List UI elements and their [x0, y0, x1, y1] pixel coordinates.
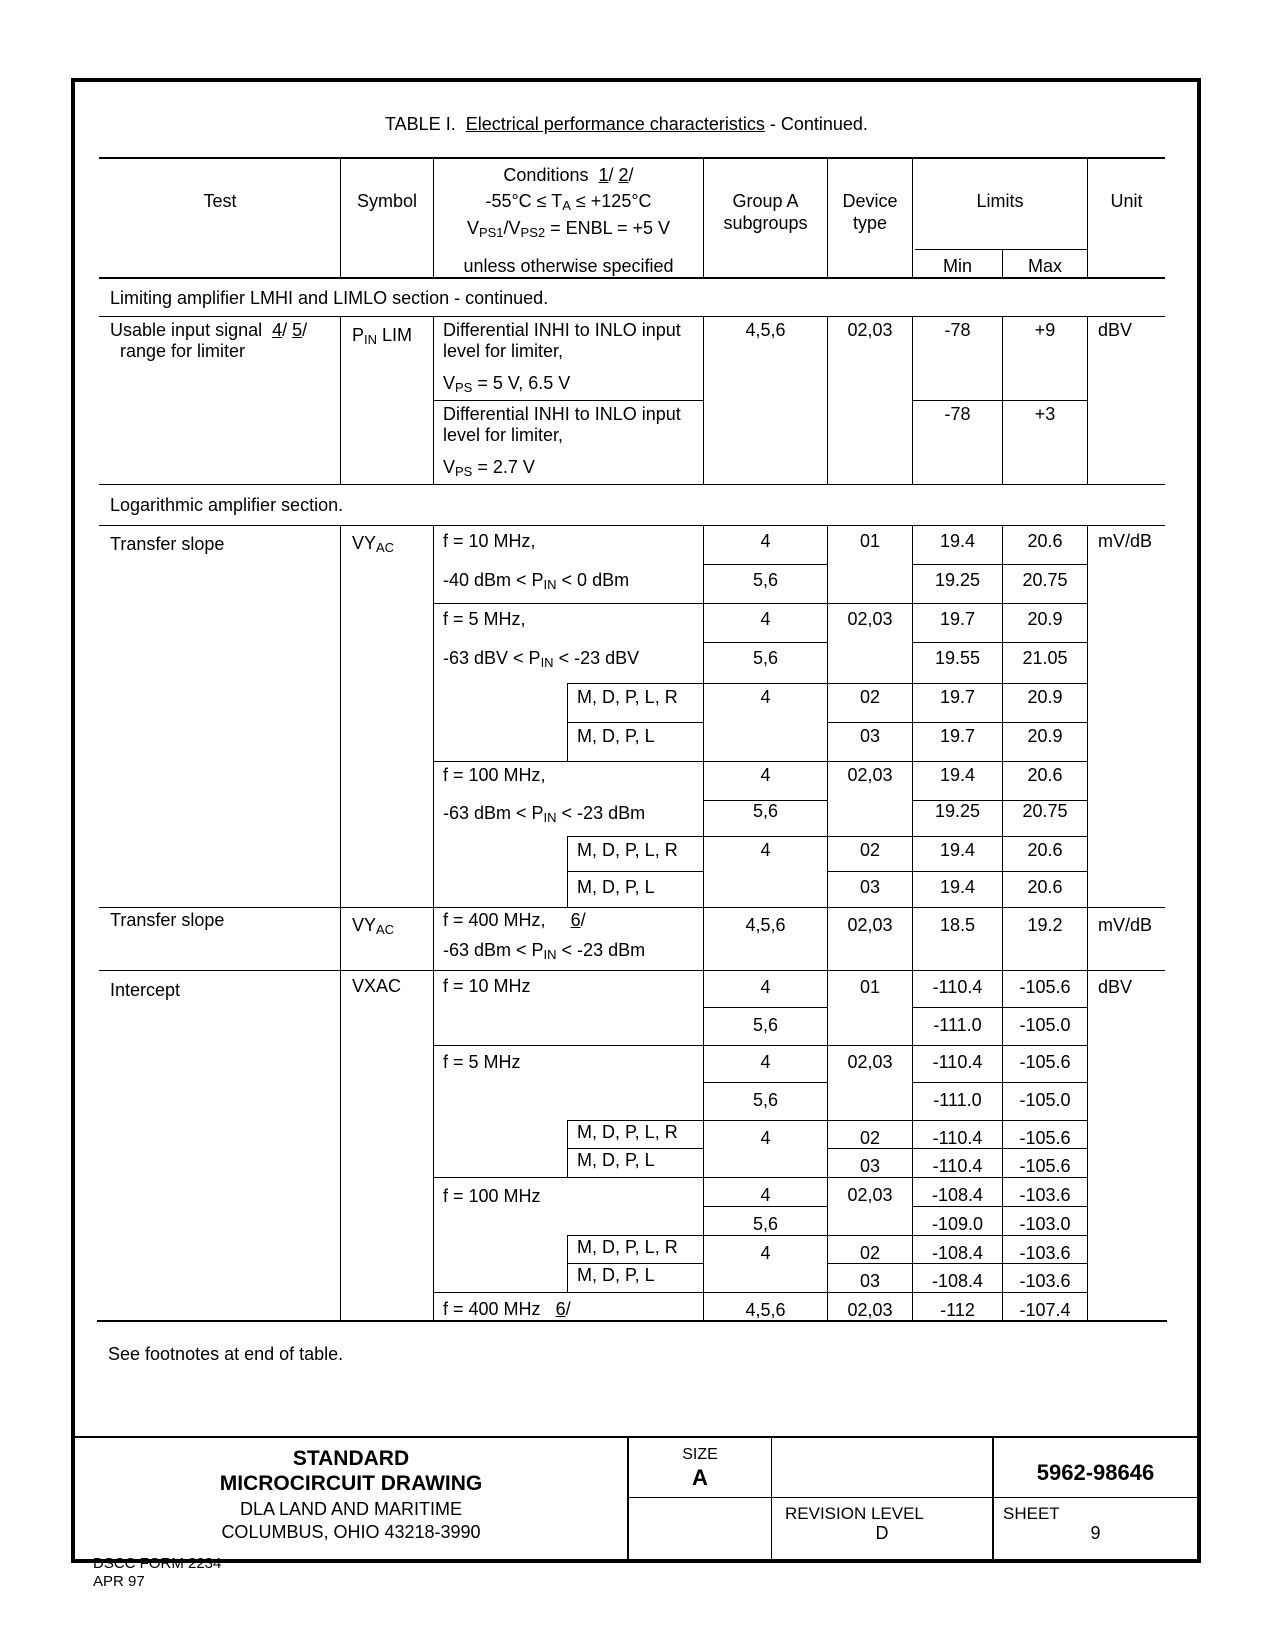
slope-min: 19.4 — [939, 877, 976, 897]
slope2-symbol: $VY_{AC}$ — [352, 915, 395, 937]
slope-max: 20.9 — [1027, 726, 1063, 746]
rule — [433, 1177, 1088, 1178]
slope-min: 19.7 — [939, 609, 976, 629]
col-div — [1087, 526, 1088, 908]
intercept-sg: 4 — [760, 977, 771, 997]
intercept-min: -108.4 — [931, 1243, 984, 1263]
usable-cond1-l1: Differential INHI to INLO input — [443, 320, 681, 340]
rule — [912, 1206, 1088, 1207]
slope-symbol: $VY_{AC}$ — [352, 533, 395, 555]
slope-dev: 02,03 — [847, 609, 893, 629]
intercept-dev: 02,03 — [847, 1052, 893, 1072]
rule — [567, 1120, 1088, 1121]
col-div — [433, 908, 434, 970]
slope-sg: 5,6 — [752, 648, 779, 668]
intercept-min: -110.4 — [932, 977, 983, 997]
slope-r100: -63 dBm < $P_{IN} < -23$ dBm — [443, 803, 646, 825]
intercept-max: -103.6 — [1019, 1185, 1071, 1205]
usable-vps1: $V_{PS} = 5$ V, 6.5 V — [443, 373, 571, 395]
usable-cond2-l2: level for limiter, — [443, 425, 564, 445]
intercept-mdplr-1: M, D, P, L, R — [577, 1122, 678, 1142]
intercept-sg: 4,5,6 — [745, 1300, 786, 1320]
intercept-mdpl-1: M, D, P, L — [577, 1150, 655, 1170]
intercept-min: -110.4 — [932, 1052, 983, 1072]
intercept-max: -107.4 — [1019, 1300, 1071, 1320]
intercept-min: -111.0 — [933, 1090, 982, 1110]
rule — [567, 683, 1088, 684]
intercept-max: -105.0 — [1019, 1015, 1071, 1035]
rule — [433, 1292, 1088, 1293]
rule — [99, 484, 1165, 485]
usable-device: 02,03 — [847, 320, 893, 340]
slope-mdplr-1: M, D, P, L, R — [577, 687, 678, 707]
intercept-dev: 03 — [859, 1156, 881, 1176]
intercept-sg: 5,6 — [752, 1015, 779, 1035]
slope-dev: 02,03 — [847, 765, 893, 785]
intercept-dev: 02 — [859, 1243, 881, 1263]
footer-dla: DLA LAND AND MARITIME — [239, 1499, 463, 1519]
intercept-f100: f = 100 MHz — [443, 1186, 541, 1206]
intercept-min: -109.0 — [931, 1214, 984, 1234]
rule — [912, 642, 1088, 643]
header-limits: Limits — [976, 191, 1024, 211]
rule — [567, 1263, 703, 1264]
slope-sg: 4 — [760, 840, 771, 860]
col-div — [340, 526, 341, 908]
hdr-div-1 — [340, 158, 341, 278]
usable-min2: -78 — [944, 404, 971, 424]
hdr-div-7 — [1087, 158, 1088, 278]
slope-sg: 5,6 — [752, 570, 779, 590]
intercept-max: -105.6 — [1019, 977, 1071, 997]
intercept-mdpl-2: M, D, P, L — [577, 1265, 655, 1285]
header-bottom-rule — [99, 277, 1165, 279]
intercept-max: -105.6 — [1019, 1156, 1071, 1176]
intercept-f5: f = 5 MHz — [443, 1052, 521, 1072]
rule — [567, 722, 703, 723]
rule — [99, 907, 1165, 908]
limits-rule — [915, 249, 1087, 250]
usable-test: Usable input signal 4/ 5/ — [110, 320, 308, 340]
slope2-unit: mV/dB — [1098, 915, 1153, 935]
usable-max2: +3 — [1034, 404, 1056, 424]
rule — [567, 871, 703, 872]
rule — [827, 722, 1088, 723]
intercept-dev: 02,03 — [847, 1300, 893, 1320]
slope-min: 19.7 — [939, 726, 976, 746]
slope-min: 19.25 — [934, 570, 981, 590]
slope2-dev: 02,03 — [847, 915, 893, 935]
footer-sheet-value: 9 — [1090, 1523, 1101, 1543]
slope-test: Transfer slope — [110, 534, 225, 554]
rule — [912, 400, 1088, 401]
intercept-unit: dBV — [1098, 977, 1133, 997]
intercept-min: -110.4 — [932, 1128, 983, 1148]
intercept-dev: 03 — [859, 1271, 881, 1291]
usable-unit: dBV — [1098, 320, 1133, 340]
header-unless: unless otherwise specified — [463, 256, 674, 276]
rule — [567, 836, 1088, 837]
slope2-range: -63 dBm < $P_{IN} < -23$ dBm — [443, 940, 646, 962]
section-limiting: Limiting amplifier LMHI and LIMLO section - continued. — [110, 288, 549, 308]
rule — [703, 564, 827, 565]
footer-size-label: SIZE — [682, 1446, 718, 1463]
slope-min: 19.55 — [934, 648, 981, 668]
col-div — [340, 908, 341, 970]
slope-sg: 4 — [760, 531, 771, 551]
rule — [433, 1045, 1088, 1046]
slope2-max: 19.2 — [1027, 915, 1063, 935]
intercept-f400: f = 400 MHz 6/ — [443, 1299, 571, 1319]
slope-mdpl-2: M, D, P, L — [577, 877, 655, 897]
header-subgroups: subgroups — [723, 213, 808, 233]
rule — [567, 1148, 703, 1149]
intercept-sg: 5,6 — [752, 1214, 779, 1234]
slope-dev: 02 — [859, 840, 881, 860]
header-group-a: Group A — [732, 191, 799, 211]
rule — [433, 761, 1088, 762]
rule — [703, 1082, 827, 1083]
usable-subgroups: 4,5,6 — [745, 320, 786, 340]
slope-dev: 02 — [859, 687, 881, 707]
header-top-rule — [99, 157, 1165, 159]
slope-min: 19.4 — [939, 531, 976, 551]
intercept-sg: 4 — [760, 1052, 771, 1072]
slope-sg: 4 — [760, 687, 771, 707]
usable-vps2: $V_{PS} = 2.7$ V — [443, 457, 535, 479]
header-conditions: Conditions 1/ 2/ — [503, 165, 634, 185]
header-vps: $V_{PS1}/V_{PS2}$ = ENBL = +5 V — [466, 218, 671, 240]
rule — [433, 400, 704, 401]
slope-max: 20.9 — [1027, 609, 1063, 629]
slope2-min: 18.5 — [939, 915, 976, 935]
rule — [99, 525, 1165, 526]
intercept-f10: f = 10 MHz — [443, 976, 531, 996]
intercept-symbol: VXAC — [352, 976, 402, 996]
col-div — [1087, 908, 1088, 970]
footer-mcd: MICROCIRCUIT DRAWING — [219, 1472, 483, 1495]
header-test: Test — [203, 191, 237, 211]
slope-max: 20.6 — [1027, 877, 1063, 897]
intercept-min: -110.4 — [932, 1156, 983, 1176]
header-symbol: Symbol — [356, 191, 418, 211]
col-div — [1087, 971, 1088, 1320]
footer-rule — [75, 1436, 1197, 1438]
slope2-sg: 4,5,6 — [745, 915, 786, 935]
rule — [827, 871, 1088, 872]
usable-symbol: $P_{IN}$ LIM — [352, 325, 413, 347]
footer-doc-number: 5962-98646 — [1036, 1460, 1155, 1485]
intercept-dev: 01 — [859, 977, 881, 997]
header-temp: $-55^\circ C \le T_A \le +125^\circ C$ — [485, 191, 652, 213]
footer-size-value: A — [692, 1465, 708, 1490]
intercept-dev: 02,03 — [847, 1185, 893, 1205]
intercept-sg: 4 — [760, 1185, 771, 1205]
slope-max: 21.05 — [1022, 648, 1068, 668]
intercept-test: Intercept — [110, 980, 181, 1000]
col-div — [567, 836, 568, 908]
col-div — [340, 317, 341, 484]
intercept-max: -105.6 — [1019, 1052, 1071, 1072]
intercept-max: -103.0 — [1019, 1214, 1071, 1234]
slope-dev: 01 — [859, 531, 881, 551]
slope-unit: mV/dB — [1098, 531, 1153, 551]
header-device: Device — [842, 191, 898, 211]
slope-min: 19.7 — [939, 687, 976, 707]
slope2-f400: f = 400 MHz, 6/ — [443, 910, 586, 930]
slope-max: 20.6 — [1027, 840, 1063, 860]
footnote-note: See footnotes at end of table. — [108, 1344, 344, 1364]
rule — [703, 1206, 827, 1207]
col-div — [340, 971, 341, 1320]
usable-min1: -78 — [944, 320, 971, 340]
intercept-min: -108.4 — [931, 1271, 984, 1291]
intercept-mdplr-2: M, D, P, L, R — [577, 1237, 678, 1257]
intercept-sg: 4 — [760, 1243, 771, 1263]
form-date: APR 97 — [93, 1573, 145, 1590]
header-max: Max — [1027, 256, 1062, 276]
rule — [99, 316, 1165, 317]
rule — [99, 970, 1165, 971]
rule — [912, 564, 1088, 565]
rule — [567, 1235, 1088, 1236]
intercept-min: -108.4 — [931, 1185, 984, 1205]
slope-max: 20.75 — [1022, 801, 1068, 821]
intercept-max: -103.6 — [1019, 1243, 1071, 1263]
intercept-max: -103.6 — [1019, 1271, 1071, 1291]
footer-standard: STANDARD — [292, 1447, 410, 1470]
rule — [703, 642, 827, 643]
form-id: DSCC FORM 2234 — [93, 1555, 222, 1572]
slope-f5: f = 5 MHz, — [443, 609, 526, 629]
footer-rev-value: D — [875, 1523, 889, 1543]
col-div — [433, 526, 434, 908]
slope-r10: -40 dBm < $P_{IN} < 0$ dBm — [443, 570, 630, 592]
header-type: type — [852, 213, 888, 233]
footer-sheet-label: SHEET — [1003, 1504, 1060, 1523]
intercept-max: -105.0 — [1019, 1090, 1071, 1110]
usable-max1: +9 — [1034, 320, 1056, 340]
intercept-sg: 5,6 — [752, 1090, 779, 1110]
rule — [703, 1007, 827, 1008]
slope-f10: f = 10 MHz, — [443, 531, 536, 551]
slope-sg: 5,6 — [752, 801, 779, 821]
section-log: Logarithmic amplifier section. — [110, 495, 344, 515]
slope-max: 20.75 — [1022, 570, 1068, 590]
usable-cond2-l1: Differential INHI to INLO input — [443, 404, 681, 424]
slope-r5: -63 dBV < $P_{IN} < -23$ dBV — [443, 648, 640, 670]
intercept-min: -112 — [940, 1300, 975, 1320]
slope-min: 19.25 — [934, 801, 981, 821]
rule — [433, 603, 1088, 604]
slope-mdpl-1: M, D, P, L — [577, 726, 655, 746]
footer-address: COLUMBUS, OHIO 43218-3990 — [221, 1522, 481, 1542]
slope-dev: 03 — [859, 726, 881, 746]
slope-max: 20.9 — [1027, 687, 1063, 707]
rule — [912, 1082, 1088, 1083]
rule — [912, 1007, 1088, 1008]
slope-f100: f = 100 MHz, — [443, 765, 546, 785]
slope-dev: 03 — [859, 877, 881, 897]
footer-rule — [627, 1497, 1197, 1498]
intercept-dev: 02 — [859, 1128, 881, 1148]
slope2-test: Transfer slope — [110, 910, 225, 930]
col-div — [827, 317, 828, 484]
intercept-sg: 4 — [760, 1128, 771, 1148]
intercept-min: -111.0 — [933, 1015, 982, 1035]
slope-sg: 4 — [760, 765, 771, 785]
slope-max: 20.6 — [1027, 531, 1063, 551]
footer-rev-label: REVISION LEVEL — [785, 1504, 924, 1523]
slope-mdplr-2: M, D, P, L, R — [577, 840, 678, 860]
usable-cond1-l2: level for limiter, — [443, 341, 564, 361]
usable-test-2: range for limiter — [120, 341, 246, 361]
slope-min: 19.4 — [939, 840, 976, 860]
table-title: TABLE I. Electrical performance characteristics - Continued. — [385, 114, 868, 134]
slope-min: 19.4 — [939, 765, 976, 785]
col-div — [433, 971, 434, 1320]
header-min: Min — [942, 256, 972, 276]
intercept-max: -105.6 — [1019, 1128, 1071, 1148]
slope-max: 20.6 — [1027, 765, 1063, 785]
slope-sg: 4 — [760, 609, 771, 629]
header-unit: Unit — [1110, 191, 1143, 211]
